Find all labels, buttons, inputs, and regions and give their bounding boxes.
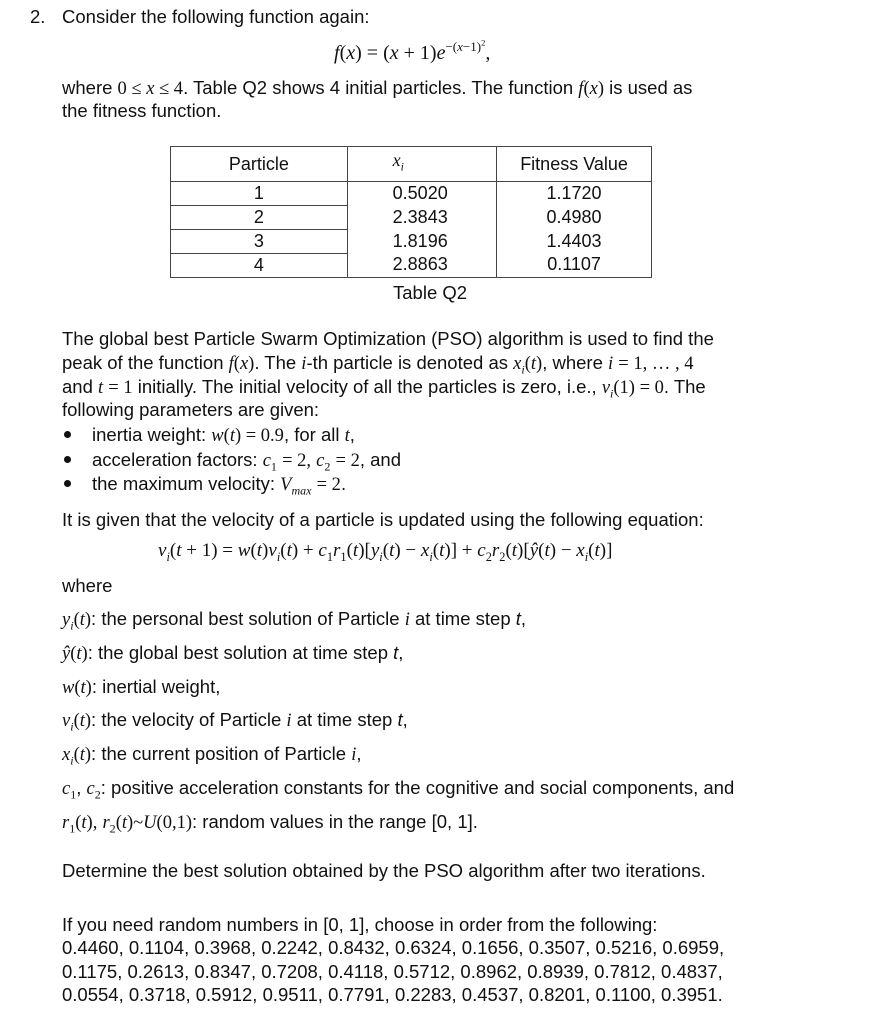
paragraph-line-4: following parameters are given: bbox=[62, 399, 320, 420]
bullet-dot bbox=[64, 456, 71, 463]
velocity-intro: It is given that the velocity of a particle is updated using the following equation: bbox=[62, 509, 704, 530]
header-fitness: Fitness Value bbox=[497, 147, 652, 182]
table-row bbox=[171, 205, 652, 229]
task-text: Determine the best solution obtained by the PSO algorithm after two iterations. bbox=[62, 860, 706, 881]
paragraph-line-1: The global best Particle Swarm Optimization (PSO) algorithm is used to find the bbox=[62, 328, 714, 349]
paragraph-line-2: peak of the function f(x). The i-th particle is denoted as $x_i(t)$, where i = 1, … , 4 bbox=[62, 352, 694, 377]
fitness-cell: 1.1720 bbox=[497, 181, 652, 205]
bullet-dot bbox=[64, 480, 71, 487]
particle-cell: 2 bbox=[171, 205, 348, 229]
fitness-cell: 0.1107 bbox=[497, 253, 652, 277]
random-intro: If you need random numbers in [0, 1], choose in order from the following: bbox=[62, 914, 658, 935]
definition-r: $r_1(t)$, $r_2(t)\sim U(0,1)$: random values in the range [0, 1]. bbox=[62, 811, 478, 836]
x-cell: 2.8863 bbox=[347, 253, 496, 277]
x-cell: 0.5020 bbox=[347, 181, 496, 205]
particle-cell: 1 bbox=[171, 181, 348, 205]
question-number: 2. bbox=[30, 6, 46, 27]
definition-yhat: ŷ(t): the global best solution at time step t, bbox=[62, 642, 404, 664]
particle-cell: 4 bbox=[171, 253, 348, 277]
table-row bbox=[171, 253, 652, 277]
fitness-cell: 0.4980 bbox=[497, 205, 652, 229]
definition-xi: $x_i(t)$: the current position of Particle i, bbox=[62, 743, 362, 768]
table-row bbox=[171, 229, 652, 253]
particle-cell: 3 bbox=[171, 229, 348, 253]
random-line-2: 0.1175, 0.2613, 0.8347, 0.7208, 0.4118, 0.5712, 0.8962, 0.8939, 0.7812, 0.4837, bbox=[62, 961, 723, 982]
function-equation: $f(x) = (x + 1)e^{-(x-1)^2}$, bbox=[334, 38, 491, 64]
random-line-1: 0.4460, 0.1104, 0.3968, 0.2242, 0.8432, 0.6324, 0.1656, 0.3507, 0.5216, 0.6959, bbox=[62, 937, 725, 958]
particle-table bbox=[170, 146, 652, 278]
random-line-3: 0.0554, 0.3718, 0.5912, 0.9511, 0.7791, 0.2283, 0.4537, 0.8201, 0.1100, 0.3951. bbox=[62, 984, 723, 1005]
definition-w: w(t): inertial weight, bbox=[62, 676, 221, 698]
definition-vi: $v_i(t)$: the velocity of Particle i at time step t, bbox=[62, 709, 408, 734]
where-label: where bbox=[62, 575, 113, 596]
question-intro: Consider the following function again: bbox=[62, 6, 370, 27]
definition-c: $c_1$, $c_2$: positive acceleration constants for the cognitive and social components, and bbox=[62, 777, 735, 802]
table-caption: Table Q2 bbox=[393, 282, 468, 303]
bullet-inertia: inertia weight: w(t) = 0.9, for all t, bbox=[92, 424, 355, 446]
paragraph-line-3: and t = 1 initially. The initial velocity of all the particles is zero, i.e., $v_i(1) = 0$. The bbox=[62, 376, 706, 401]
header-xi: $x_i$ bbox=[347, 147, 496, 182]
definition-yi: $y_i(t)$: the personal best solution of Particle i at time step t, bbox=[62, 608, 527, 633]
header-particle: Particle bbox=[171, 147, 348, 182]
bullet-dot bbox=[64, 431, 71, 438]
table-header-row bbox=[171, 147, 652, 182]
x-cell: 2.3843 bbox=[347, 205, 496, 229]
bullet-acceleration: acceleration factors: $c_1 = 2$, $c_2 = 2$, and bbox=[92, 449, 401, 474]
bullet-velocity: the maximum velocity: $V_{max} = 2$. bbox=[92, 473, 347, 498]
fitness-cell: 1.4403 bbox=[497, 229, 652, 253]
velocity-equation: $v_i(t + 1) = w(t)v_i(t) + c_1r_1(t)[y_i(t) - x_i(t)]$ + $c_2r_2(t)[ŷ(t) - x_i(t)]$ bbox=[158, 540, 613, 564]
domain-text: where 0 ≤ x ≤ 4. Table Q2 shows 4 initial particles. The function f(x) is used as bbox=[62, 77, 693, 99]
x-cell: 1.8196 bbox=[347, 229, 496, 253]
table-row bbox=[171, 181, 652, 205]
fitness-text: the fitness function. bbox=[62, 100, 222, 121]
